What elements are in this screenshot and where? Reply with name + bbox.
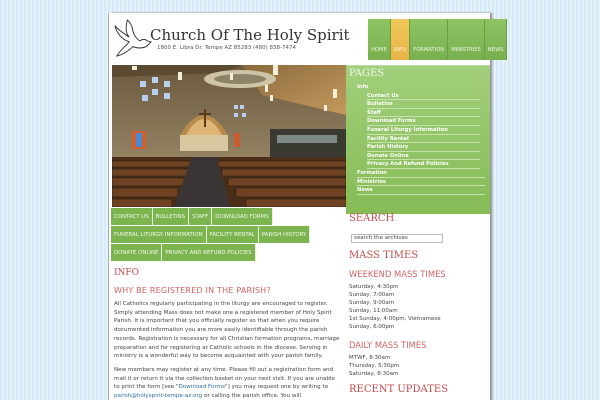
pages-list — [357, 83, 485, 195]
nav-tab-formation[interactable]: FORMATION — [410, 19, 448, 60]
paragraph-text: or calling the parish office. You will — [202, 393, 302, 400]
site-header — [109, 13, 504, 63]
paragraph-text: "] you may request one by writing to — [225, 384, 329, 391]
mass-time: Sunday, 9:00am — [349, 300, 395, 307]
mass-time: Saturday, 4:30pm — [349, 284, 399, 290]
page-link-ministries[interactable]: Ministries — [357, 178, 485, 187]
mass-time: Sunday, 11:00am — [349, 308, 398, 315]
paragraph: All Catholics regularly participating in the liturgy are encouraged to register. Simply attending Mass does not make one a registered member of Holy Spirit Parish. It is important that you officially register so that when you require documented information you are more easily identifiable through the parish records. Registration is necessary for all Christian formation programs, marriage preparation and for registering at Catholic schools in the diocese. Serving in ministry is a wonderful way to become acquainted with your parish family. — [114, 301, 340, 360]
nav-tab-home[interactable]: HOME — [368, 19, 391, 60]
top-navigation — [368, 19, 507, 60]
church-interior-photo — [112, 65, 346, 207]
right-sidebar — [349, 213, 487, 395]
mass-time: 1st Sunday, 4:00pm, Vietnamese — [349, 316, 441, 323]
subnav-staff[interactable]: STAFF — [189, 208, 212, 225]
sub-navigation — [111, 208, 341, 262]
page-title: INFO — [114, 268, 140, 278]
page-link-privacy-refund[interactable]: Privacy And Refund Policies — [367, 160, 480, 169]
page-link-funeral-liturgy[interactable]: Funeral Liturgy Information — [367, 126, 480, 135]
page-link-facility-rental[interactable]: Facility Rental — [367, 135, 480, 144]
page-link-staff[interactable]: Staff — [367, 109, 480, 118]
paragraph-text: New members may register at any time. Please fill out a registration form and mail it or return it via the collection basket on your next visit. If you are unable to print the form [see " — [114, 366, 335, 391]
subnav-row — [111, 226, 341, 243]
nav-tab-news[interactable]: NEWS — [485, 19, 508, 60]
subnav-donate-online[interactable]: DONATE ONLINE — [111, 244, 162, 261]
recent-updates-title: RECENT UPDATES — [349, 383, 449, 395]
page-link-donate-online[interactable]: Donate Online — [367, 152, 480, 161]
site-address: 1800 E. Libra Dr. Tempe AZ 85283 (480) 838-7474 — [157, 45, 296, 51]
mass-times-title: MASS TIMES — [349, 250, 419, 261]
page-link-news[interactable]: News — [357, 186, 485, 195]
subnav-row — [111, 208, 341, 225]
pages-title: PAGES — [349, 68, 385, 79]
page-link-formation[interactable]: Formation — [357, 169, 485, 178]
subnav-parish-history[interactable]: PARISH HISTORY — [259, 226, 310, 243]
weekend-mass-title: WEEKEND MASS TIMES — [349, 269, 446, 279]
weekend-mass-list — [349, 283, 487, 332]
page-link-info[interactable]: Info — [357, 84, 369, 90]
mass-time: Saturday, 8:30am — [349, 370, 399, 377]
download-forms-link[interactable]: Download Forms — [178, 384, 226, 391]
page-container — [109, 13, 504, 400]
daily-mass-list — [349, 354, 487, 378]
site-title[interactable]: Church Of The Holy Spirit — [150, 26, 350, 44]
page-link-contact-us[interactable]: Contact Us — [367, 92, 480, 101]
subnav-row — [111, 244, 341, 261]
subnav-download-forms[interactable]: DOWNLOAD FORMS — [212, 208, 272, 225]
paragraph — [114, 366, 342, 400]
subnav-contact-us[interactable]: CONTACT US — [111, 208, 153, 225]
nav-tab-info[interactable]: INFO — [391, 19, 410, 60]
subnav-facility-rental[interactable]: FACILITY RENTAL — [207, 226, 259, 243]
page-link-parish-history[interactable]: Parish History — [367, 143, 480, 152]
dove-logo-icon[interactable] — [114, 18, 152, 60]
pages-sidebar — [346, 65, 490, 214]
page-link-download-forms[interactable]: Download Forms — [367, 117, 480, 126]
nav-tab-ministries[interactable]: MINISTRIES — [448, 19, 485, 60]
email-link[interactable]: parish@holyspirit-tempe-az.org — [114, 393, 203, 400]
search-input[interactable] — [351, 234, 443, 243]
mass-time: Sunday, 6:00pm — [349, 324, 395, 331]
subnav-bulletins[interactable]: BULLETINS — [153, 208, 189, 225]
main-content — [114, 265, 342, 400]
page-link-bulletins[interactable]: Bulletins — [367, 100, 480, 109]
section-heading: WHY BE REGISTERED IN THE PARISH? — [114, 286, 271, 295]
mass-time: Sunday, 7:00am — [349, 292, 395, 299]
search-title: SEARCH — [349, 213, 395, 224]
mass-time: MTWF, 8:30am — [349, 354, 391, 361]
subnav-funeral-liturgy[interactable]: FUNERAL LITURGY INFORMATION — [111, 226, 207, 243]
subnav-privacy-refund[interactable]: PRIVACY AND REFUND POLICIES — [162, 244, 255, 261]
mass-time: Thursday, 5:30pm — [349, 362, 400, 369]
daily-mass-title: DAILY MASS TIMES — [349, 339, 427, 350]
